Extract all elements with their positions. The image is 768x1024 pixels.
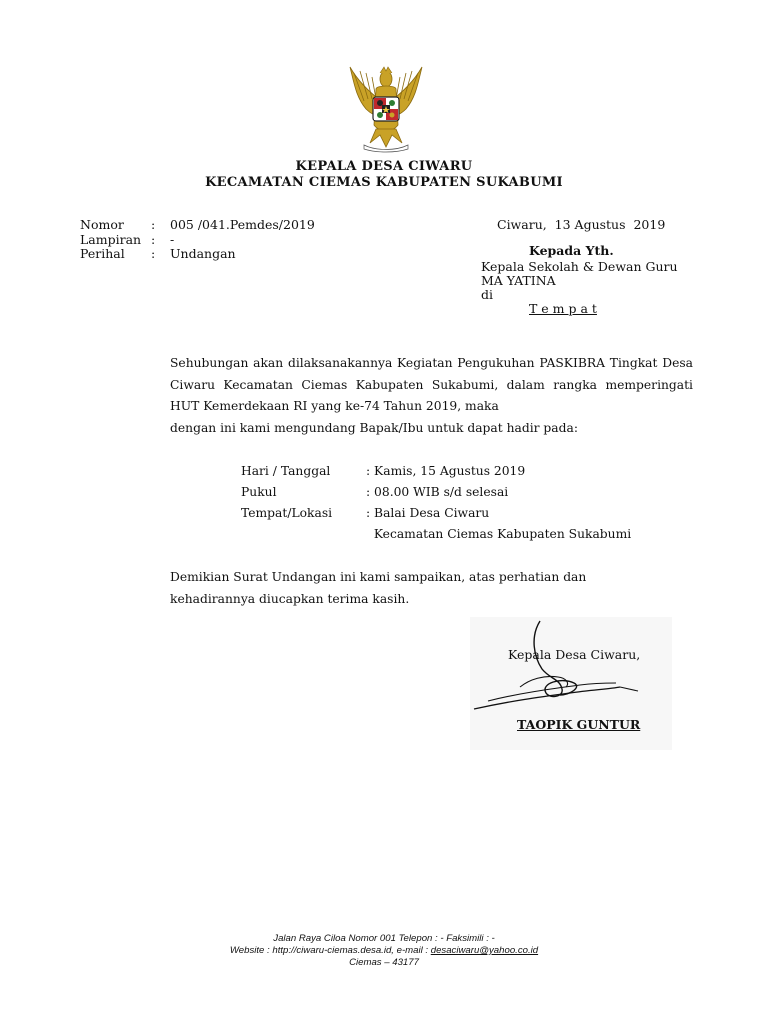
meta-number-colon: : [151, 217, 156, 232]
schedule-time-label: Pukul [241, 485, 277, 499]
meta-number-value: 005 /041.Pemdes/2019 [170, 217, 315, 232]
meta-subject-value: Undangan [170, 246, 236, 261]
recipient-salutation: Kepada Yth. [529, 243, 614, 258]
letterhead-line2: KECAMATAN CIEMAS KABUPATEN SUKABUMI [205, 175, 563, 190]
letterhead-line1: KEPALA DESA CIWARU [295, 159, 473, 174]
footer-contact [0, 945, 768, 957]
meta-subject-label: Perihal [80, 246, 125, 261]
footer-email-link[interactable]: desaciwaru@yahoo.co.id [430, 945, 539, 956]
recipient-line3: di [481, 287, 493, 302]
recipient-place: T e m p a t [529, 301, 597, 316]
footer-postal: Ciemas – 43177 [349, 957, 419, 968]
meta-attachment-value: - [170, 232, 175, 247]
event-schedule [241, 461, 681, 547]
meta-attachment-label: Lampiran [80, 232, 142, 247]
body-paragraph-1-text: Sehubungan akan dilaksanakannya Kegiatan Pengukuhan PASKIBRA Tingkat Desa Ciwaru Kecamatan Ciemas Kabupaten Sukabumi, dalam rangka memperingati HUT Kemerdekaan RI yang ke-74 Tahun 2019, maka [170, 356, 693, 413]
footer-website: Website : http://ciwaru-ciemas.desa.id, e-mail : [229, 945, 431, 956]
schedule-location-label: Tempat/Lokasi [241, 506, 333, 520]
schedule-location-value-2: Kecamatan Ciemas Kabupaten Sukabumi [366, 527, 632, 541]
signatory-name: TAOPIK GUNTUR [517, 717, 641, 732]
letter-date: Ciwaru, 13 Agustus 2019 [497, 217, 666, 232]
garuda-emblem-icon [340, 63, 432, 153]
schedule-location-value: : Balai Desa Ciwaru [366, 506, 490, 520]
signatory-title: Kepala Desa Ciwaru, [508, 647, 641, 662]
footer-address: Jalan Raya Ciloa Nomor 001 Telepon : - Faksimili : - [273, 933, 495, 944]
meta-subject-colon: : [151, 246, 156, 261]
body-paragraph-1 [170, 353, 693, 439]
body-paragraph-2-text: Demikian Surat Undangan ini kami sampaikan, atas perhatian dan [170, 570, 587, 584]
body-paragraph-1-last-line: dengan ini kami mengundang Bapak/Ibu untuk dapat hadir pada: [170, 420, 578, 435]
schedule-time-value: : 08.00 WIB s/d selesai [366, 485, 509, 499]
recipient-line1: Kepala Sekolah & Dewan Guru [481, 259, 678, 274]
body-paragraph-2 [170, 567, 693, 610]
body-paragraph-2-last-line: kehadirannya diucapkan terima kasih. [170, 591, 410, 606]
letter-meta [80, 217, 380, 267]
meta-attachment-colon: : [151, 232, 156, 247]
schedule-date-label: Hari / Tanggal [241, 464, 331, 478]
schedule-date-value: : Kamis, 15 Agustus 2019 [366, 464, 526, 478]
meta-number-label: Nomor [80, 217, 124, 232]
recipient-line2: MA YATINA [481, 273, 556, 288]
